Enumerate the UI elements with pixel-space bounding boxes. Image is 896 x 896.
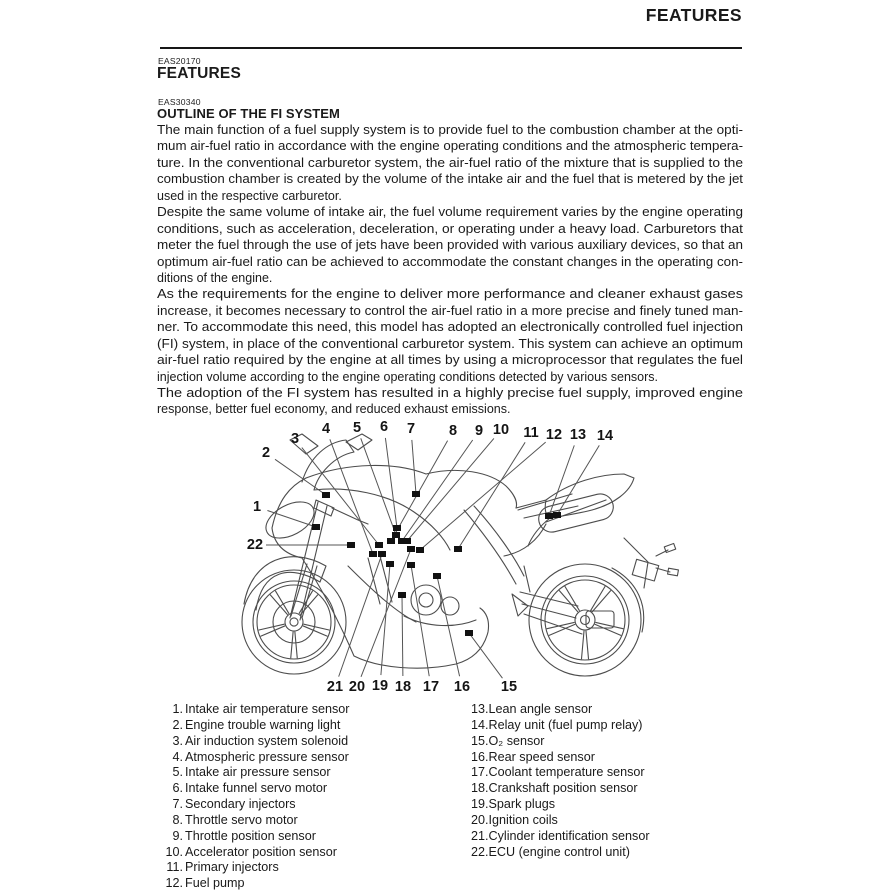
legend-item xyxy=(471,845,650,861)
callout-number: 15 xyxy=(500,679,518,695)
callout-marker xyxy=(433,573,441,579)
callout-number: 12 xyxy=(545,427,563,443)
legend-item-label: Throttle position sensor xyxy=(185,828,316,843)
frame-spars xyxy=(464,506,524,584)
wheel-spoke xyxy=(595,624,621,635)
section-title: FEATURES xyxy=(157,65,241,82)
callout-number: 17 xyxy=(422,679,440,695)
callout-leader-line xyxy=(402,595,403,676)
headlight xyxy=(260,495,320,546)
callout-marker xyxy=(378,551,386,557)
callout-marker xyxy=(553,512,561,518)
callout-number: 2 xyxy=(261,445,271,461)
legend-item-label: Ignition coils xyxy=(488,812,558,827)
callout-number: 22 xyxy=(246,537,264,553)
body-line: ture. In the conventional carburetor system, the air-fuel ratio of the mixture that is supplied to the xyxy=(157,155,743,170)
callout-number: 3 xyxy=(290,431,300,447)
legend-item xyxy=(157,797,350,813)
callout-marker xyxy=(392,532,400,538)
callout-marker xyxy=(454,546,462,552)
callout-leader-line xyxy=(302,448,379,545)
legend-item-number: 20. xyxy=(471,812,489,827)
legend-item xyxy=(471,702,650,718)
legend-item xyxy=(157,876,350,892)
body-line: air-fuel ratio required by the engine at all times by using a microprocessor that regulates the fuel xyxy=(157,353,743,368)
callout-number: 13 xyxy=(569,427,587,443)
legend-item-number: 22. xyxy=(471,844,489,859)
callout-leader-line xyxy=(412,440,416,494)
legend-item xyxy=(471,829,650,845)
legend-item-number: 19. xyxy=(471,797,489,812)
legend-item xyxy=(471,797,650,813)
callout-number: 1 xyxy=(252,499,262,515)
legend-item-number: 14. xyxy=(471,717,489,732)
body-line: used in the respective carburetor. xyxy=(157,188,342,203)
legend-item-label: Rear speed sensor xyxy=(488,749,595,764)
exhaust-pipe xyxy=(504,500,606,556)
legend-item-label: O₂ sensor xyxy=(488,733,545,748)
legend-item-number: 13. xyxy=(471,702,489,716)
wheel-circle xyxy=(253,581,335,663)
legend-item xyxy=(157,702,350,718)
header-rule xyxy=(160,47,742,49)
turn-signal-left xyxy=(664,543,675,552)
wheel-spoke xyxy=(259,624,284,630)
legend-item xyxy=(157,829,350,845)
wheel-circle xyxy=(285,613,303,631)
legend-item xyxy=(157,765,350,781)
callout-number: 10 xyxy=(492,422,510,438)
callout-leader-line xyxy=(381,564,390,675)
legend-item-label: ECU (engine control unit) xyxy=(488,844,630,859)
fairing-side-line xyxy=(314,489,450,550)
callout-marker xyxy=(369,551,377,557)
legend-item-number: 5. xyxy=(172,765,183,780)
legend-item-label: Accelerator position sensor xyxy=(185,844,337,859)
callout-marker xyxy=(545,513,553,519)
wheel-spoke xyxy=(295,632,297,658)
body-line: injection volume according to the engine operating conditions detected by various sensors. xyxy=(157,369,659,384)
callout-leader-line xyxy=(361,438,396,535)
callout-leader-line xyxy=(361,549,411,677)
legend-item xyxy=(157,734,350,750)
legend-item xyxy=(157,750,350,766)
legend-item-number: 15. xyxy=(471,733,489,748)
callout-number: 20 xyxy=(348,679,366,695)
legend-item-number: 8. xyxy=(172,812,183,827)
legend-item xyxy=(471,781,650,797)
callout-number: 21 xyxy=(326,679,344,695)
callout-marker xyxy=(398,592,406,598)
callout-number: 8 xyxy=(448,423,458,439)
wheel-spoke xyxy=(592,591,610,612)
callout-number: 9 xyxy=(474,423,484,439)
legend-item-label: Secondary injectors xyxy=(185,797,296,812)
callout-marker xyxy=(386,561,394,567)
legend-item-label: Lean angle sensor xyxy=(488,702,593,716)
legend-item-label: Relay unit (fuel pump relay) xyxy=(488,717,643,732)
body-line: ner. To accommodate this need, this model has adopted an electronically controlled fuel injection xyxy=(157,320,743,335)
callout-number: 5 xyxy=(352,420,362,436)
callout-leader-line xyxy=(385,438,397,528)
legend-item-number: 9. xyxy=(172,828,183,843)
body-line: optimum air-fuel ratio can be achieved to accommodate the constant changes in the operating con- xyxy=(157,254,743,269)
wheel-spoke xyxy=(261,626,285,636)
legend-item xyxy=(157,860,350,876)
rear-hugger xyxy=(612,568,644,632)
callout-leader-line xyxy=(437,576,460,676)
subsection-code: EAS30340 xyxy=(158,97,201,107)
legend-item-label: Primary injectors xyxy=(185,860,279,875)
callout-marker xyxy=(387,538,395,544)
callout-marker xyxy=(412,491,420,497)
legend-item-number: 21. xyxy=(471,828,489,843)
callout-leader-line xyxy=(549,445,574,516)
legend-item-number: 4. xyxy=(172,749,183,764)
legend-item-label: Crankshaft position sensor xyxy=(488,781,638,796)
wheel-spoke xyxy=(291,632,293,658)
body-line: ditions of the engine. xyxy=(157,270,273,285)
wheel-spoke xyxy=(559,591,577,612)
wheel-spoke xyxy=(586,631,589,659)
body-line: response, better fuel economy, and reduced exhaust emissions. xyxy=(157,402,511,417)
legend-item xyxy=(471,813,650,829)
legend-item-label: Fuel pump xyxy=(185,876,245,891)
front-fender xyxy=(244,557,326,610)
callout-marker xyxy=(312,524,320,530)
legend-item-label: Throttle servo motor xyxy=(185,812,298,827)
body-line: meter the fuel through the use of jets have been provided with various auxiliary devices, so that an xyxy=(157,238,743,253)
legend-item-number: 1. xyxy=(172,702,183,716)
legend-right-column xyxy=(471,702,650,860)
wheel-circle xyxy=(529,564,641,676)
legend-item xyxy=(157,813,350,829)
callout-number: 14 xyxy=(596,428,614,444)
legend-item-number: 11. xyxy=(166,860,183,875)
legend-item-label: Atmospheric pressure sensor xyxy=(185,749,349,764)
legend-item-number: 7. xyxy=(172,797,183,812)
callout-marker xyxy=(393,525,401,531)
callout-number: 6 xyxy=(379,419,389,435)
body-line: conditions, such as acceleration, deceleration, or operating under a heavy load. Carburetors that xyxy=(157,221,743,236)
body-text xyxy=(157,122,747,418)
legend-item-number: 17. xyxy=(471,765,489,780)
wheel-spoke xyxy=(565,587,579,611)
wheel-spoke xyxy=(270,595,287,615)
legend-item xyxy=(471,750,650,766)
legend-item-label: Coolant temperature sensor xyxy=(488,765,645,780)
legend-item-label: Cylinder identification sensor xyxy=(488,828,650,843)
callout-leader-line xyxy=(458,442,525,549)
wheel-spoke xyxy=(581,631,584,659)
crankcase-line xyxy=(404,616,476,626)
wheel-spoke xyxy=(304,624,329,630)
wheel-circle xyxy=(541,576,629,664)
body-line: Despite the same volume of intake air, the fuel volume requirement varies by the engine operating xyxy=(157,205,743,220)
wheel-circle xyxy=(545,580,625,660)
legend-item xyxy=(157,781,350,797)
callout-marker xyxy=(403,538,411,544)
tank-top-line xyxy=(306,465,517,508)
legend-item-label: Intake funnel servo motor xyxy=(185,781,328,796)
wheel-spoke xyxy=(303,626,327,636)
legend-item-number: 3. xyxy=(172,733,183,748)
body-line: The adoption of the FI system has resulted in a highly precise fuel supply, improved engine xyxy=(157,386,743,400)
legend-item-number: 2. xyxy=(172,717,183,732)
callout-marker xyxy=(407,562,415,568)
legend-item-number: 10. xyxy=(165,844,183,859)
callout-number: 16 xyxy=(453,679,471,695)
legend-left-column xyxy=(157,702,350,892)
callout-leader-line xyxy=(275,459,326,495)
callout-marker xyxy=(407,546,415,552)
body-line: As the requirements for the engine to deliver more performance and cleaner exhaust gases xyxy=(157,287,743,302)
wheel-circle xyxy=(581,616,590,625)
legend-item-label: Air induction system solenoid xyxy=(185,733,349,748)
legend-item-label: Intake air pressure sensor xyxy=(185,765,331,780)
legend-item-number: 6. xyxy=(172,781,183,796)
section-code: EAS20170 xyxy=(158,56,201,66)
wheel-circle xyxy=(242,570,346,674)
body-line: increase, it becomes necessary to control the air-fuel ratio in a more precise and finely tuned man- xyxy=(157,303,743,318)
legend-item-label: Spark plugs xyxy=(488,797,556,812)
callout-number: 7 xyxy=(406,421,416,437)
legend-item-label: Engine trouble warning light xyxy=(185,717,341,732)
callout-marker xyxy=(416,547,424,553)
legend-item xyxy=(157,718,350,734)
legend-item-number: 18. xyxy=(471,781,489,796)
callout-marker xyxy=(465,630,473,636)
callout-number: 11 xyxy=(523,425,539,441)
subsection-title: OUTLINE OF THE FI SYSTEM xyxy=(157,106,340,121)
legend-item-label: Intake air temperature sensor xyxy=(185,702,350,716)
wheel-spoke xyxy=(591,587,605,611)
turn-signal-stalks xyxy=(656,550,670,572)
legend-item-number: 16. xyxy=(471,749,489,764)
legend-item xyxy=(471,765,650,781)
legend-item xyxy=(471,718,650,734)
callout-marker xyxy=(375,542,383,548)
fi-system-diagram xyxy=(228,416,680,710)
page-header-title: FEATURES xyxy=(645,5,742,25)
callout-leader-line xyxy=(330,439,373,554)
motorcycle-line-art xyxy=(242,434,678,676)
engine-cover-inner xyxy=(419,593,433,607)
wheel-circle xyxy=(290,618,298,626)
legend-item xyxy=(471,734,650,750)
body-line: The main function of a fuel supply system is to provide fuel to the combustion chamber at the opti- xyxy=(157,123,743,137)
body-line: (FI) system, in place of the conventional carburetor system. This system can achieve an optimum xyxy=(157,336,743,351)
callout-number: 4 xyxy=(321,421,331,437)
callout-marker xyxy=(347,542,355,548)
wheel-circle xyxy=(257,585,331,659)
body-line: mum air-fuel ratio in accordance with the engine operating conditions and the atmospheric tempera- xyxy=(157,139,743,154)
callout-number: 18 xyxy=(394,679,412,695)
callout-marker xyxy=(322,492,330,498)
callout-number: 19 xyxy=(371,678,389,694)
legend-item-number: 12. xyxy=(165,876,183,891)
wheel-circle xyxy=(575,610,595,630)
body-line: combustion chamber is created by the volume of the intake air and the fuel that is metered by the jet xyxy=(157,172,743,187)
radiator-vents xyxy=(348,556,416,622)
legend-item xyxy=(157,845,350,861)
